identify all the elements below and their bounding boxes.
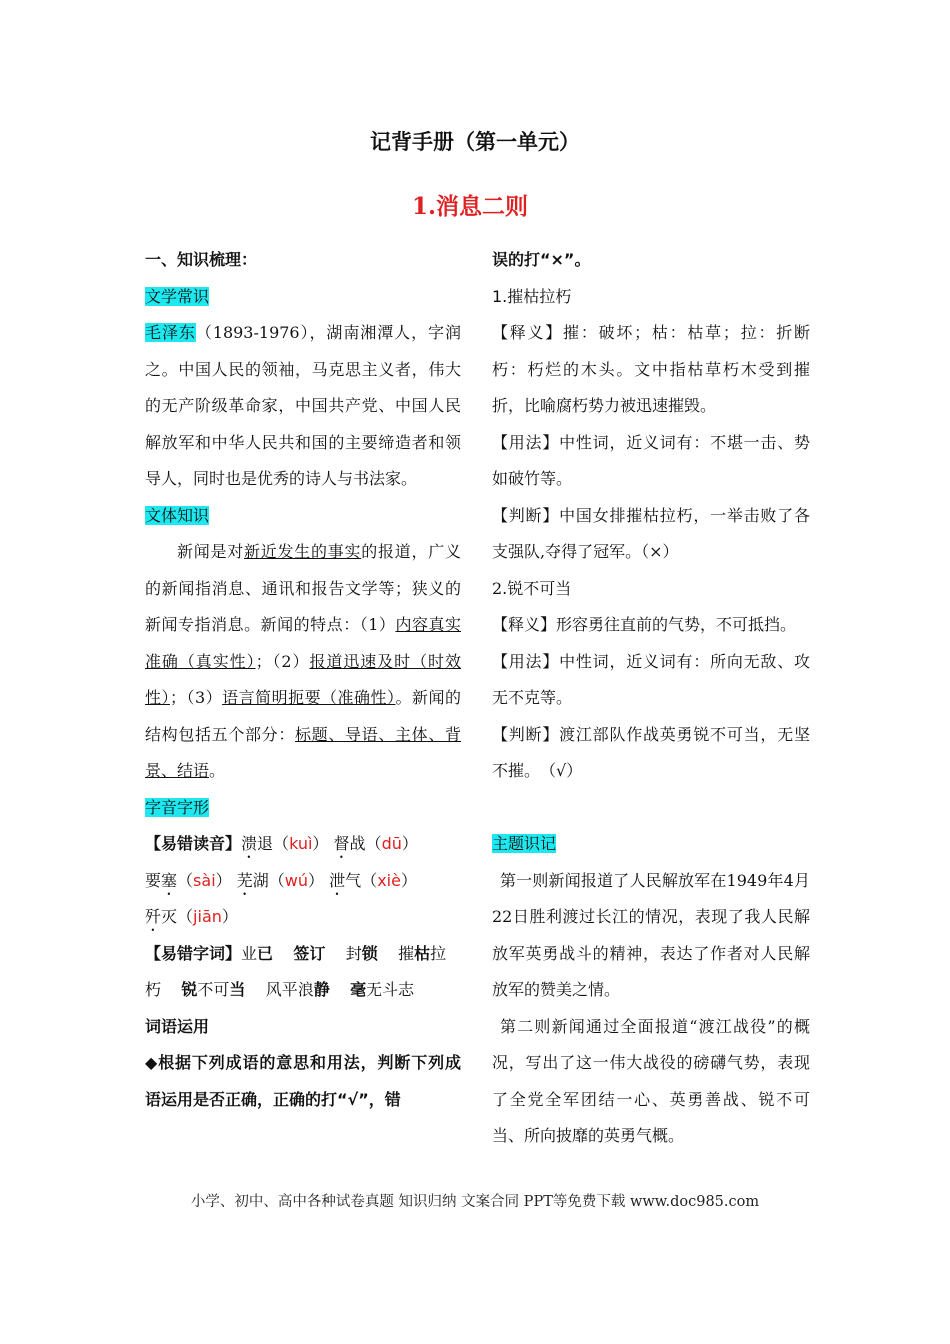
idiom-1-title: 1.摧枯拉朽 [492, 286, 572, 306]
idiom-2-judge: 【判断】渡江部队作战英勇锐不可当，无坚不摧。 （√） [492, 724, 810, 780]
genre-text: ；（3） [169, 688, 223, 707]
author-name: 毛泽东 [145, 323, 196, 342]
right-column [492, 242, 810, 1155]
idiom-2-meaning: 【释义】形容勇往直前的气势，不可抵挡。 [492, 615, 797, 634]
words-label: 【易错字词】 [145, 943, 242, 963]
pronunciation-block [145, 826, 461, 936]
footer-text: 小学、初中、高中各种试卷真题 知识归纳 文案合同 PPT等免费下载 www.doc985.com [190, 1194, 760, 1210]
genre-tag: 文体知识 [145, 505, 210, 525]
word-item: 毫无斗志 [350, 980, 415, 999]
genre-text: 的报道，广义的新闻指消息、通讯和报告文学等；狭义的新闻专指消息。新闻的特点：（1） [145, 542, 461, 634]
theme-paragraph-1: 第一则新闻报道了人民解放军在1949年4月22日胜利渡过长江的情况，表现了我人民解放军英勇战斗的精神，表达了作者对人民解放军的赞美之情。 [492, 870, 810, 999]
words-block [145, 936, 461, 1009]
theme-tag: 主题识记 [492, 834, 557, 853]
word-item: 风平浪静 [265, 980, 330, 999]
pronunciation-label: 【易错读音】 [145, 834, 242, 853]
genre-text: ；（2） [255, 651, 310, 671]
idiom-2-title: 2.锐不可当 [492, 578, 572, 598]
pron-item: 督战（dū） [333, 834, 418, 853]
theme-paragraph-2: 第二则新闻通过全面报道“渡江战役”的概况，写出了这一伟大战役的磅礴气势，表现了全党全军团结一心、英勇善战、锐不可当、所向披靡的英勇气概。 [492, 1016, 810, 1145]
genre-underline: 新近发生的事实 [244, 542, 362, 561]
section-heading: 一、知识梳理： [145, 250, 258, 269]
word-item: 封锁 [345, 943, 378, 963]
author-paragraph [145, 315, 461, 498]
genre-underline: 语言简明扼要（准确性） [222, 688, 396, 707]
genre-paragraph [145, 534, 461, 790]
usage-instruction-cont: 误的打“×”。 [492, 250, 591, 269]
literature-tag: 文学常识 [145, 286, 210, 306]
word-item: 锐不可当 [181, 980, 246, 999]
pron-item: 歼灭（jiān） [145, 907, 238, 926]
left-column [145, 242, 461, 1118]
word-item: 签订 [293, 943, 326, 963]
usage-heading: 词语运用 [145, 1016, 210, 1036]
characters-tag: 字音字形 [145, 797, 210, 817]
idiom-1-usage: 【用法】中性词，近义词有：不堪一击、势如破竹等。 [492, 432, 810, 488]
lesson-title: 1.消息二则 [411, 193, 528, 220]
pron-item: 溃退（kuì） [241, 834, 329, 853]
word-item: 业已 [241, 943, 274, 963]
genre-underline: 报道迅速及时（时效性） [145, 651, 461, 707]
author-bio: （1893-1976），湖南湘潭人，字润之。中国人民的领袖，马克思主义者，伟大的无产阶级革命家，中国共产党、中国人民解放军和中华人民共和国的主要缔造者和领导人，同时也是优秀的诗人与书法家。 [145, 323, 461, 488]
idiom-1-meaning: 【释义】摧：破坏；枯：枯草；拉：折断朽：朽烂的木头。文中指枯草朽木受到摧折，比喻腐朽势力被迅速摧毁。 [492, 323, 810, 415]
usage-instruction: ◆根据下列成语的意思和用法，判断下列成语运用是否正确，正确的打“√”，错 [145, 1053, 461, 1109]
pron-item: 要塞（sài） [145, 870, 232, 890]
genre-underline: 内容真实准确（真实性） [145, 615, 461, 671]
pron-item: 芜湖（wú） [236, 870, 325, 890]
page-title: 记背手册（第一单元） [370, 130, 580, 154]
pron-item: 泄气（xiè） [329, 870, 417, 890]
genre-text: 新闻是对 [177, 542, 244, 561]
genre-text: 。新闻的结构包括五个部分： [145, 688, 461, 744]
genre-underline: 标题、导语、主体、背景、结语 [145, 724, 461, 780]
word-item: 摧枯拉朽 [145, 943, 447, 999]
idiom-2-usage: 【用法】中性词，近义词有：所向无敌、攻无不克等。 [492, 651, 810, 707]
idiom-1-judge: 【判断】中国女排摧枯拉朽，一举击败了各支强队,夺得了冠军。（×） [492, 505, 810, 561]
spacer [492, 790, 810, 827]
genre-text: 。 [209, 761, 226, 780]
